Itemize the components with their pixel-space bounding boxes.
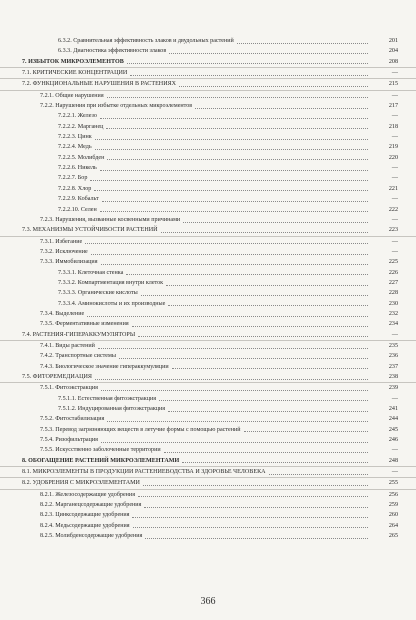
toc-entry-line (22, 225, 370, 235)
toc-entry (0, 46, 416, 56)
toc-entry-title: 7.4. РАСТЕНИЯ-ГИПЕРАККУМУЛЯТОРЫ (22, 331, 136, 338)
toc-entry (0, 205, 416, 215)
toc-entry (0, 111, 416, 121)
dot-leader (126, 274, 368, 275)
toc-entry-line (40, 341, 370, 351)
dot-leader (168, 305, 368, 306)
toc-entry-page: 265 (388, 533, 398, 540)
toc-entry-page: — (391, 113, 398, 120)
toc-entry-title: 8.2.1. Железосодержащие удобрения (40, 491, 135, 498)
toc-entry-page: 244 (388, 416, 398, 423)
toc-entry (0, 91, 416, 101)
toc-entry (0, 36, 416, 46)
toc-entry-page: 223 (388, 227, 398, 234)
toc-entry-line (58, 288, 370, 298)
dot-leader (269, 474, 368, 475)
toc-entry-line (40, 247, 370, 257)
toc-entry (0, 278, 416, 288)
toc-entry (0, 531, 416, 541)
dot-leader (98, 348, 368, 349)
toc-entry-line (40, 500, 370, 510)
toc-entry (0, 57, 416, 68)
toc-entry-title: 8.2.5. Молибденсодержащие удобрения (40, 533, 143, 540)
toc-entry (0, 435, 416, 445)
toc-entry-page: 219 (388, 144, 398, 151)
toc-entry-page: — (391, 70, 398, 77)
toc-entry (0, 132, 416, 142)
toc-entry (0, 414, 416, 424)
toc-entry (0, 383, 416, 393)
toc-entry-page: 255 (388, 480, 398, 487)
toc-entry-line (22, 330, 370, 340)
toc-entry-page: 227 (388, 279, 398, 286)
dot-leader (138, 496, 368, 497)
toc-entry-title: 7.2.2.10. Селен (58, 206, 97, 213)
toc-entry-title: 7.2. ФУНКЦИОНАЛЬНЫЕ НАРУШЕНИЯ В РАСТЕНИЯХ (22, 81, 177, 88)
toc-entry-line (58, 173, 370, 183)
toc-entry-line (58, 111, 370, 121)
toc-entry-title: 7.2.2. Нарушения при избытке отдельных микроэлементов (40, 103, 193, 110)
dot-leader (179, 86, 368, 87)
toc-entry (0, 330, 416, 341)
toc-entry-title: 6.3.2. Сравнительная эффективность злаков и двудольных растений (58, 38, 234, 44)
dot-leader (244, 431, 368, 432)
toc-entry-line (58, 153, 370, 163)
toc-entry-title: 7.4.1. Виды растений (40, 342, 95, 349)
dot-leader (100, 118, 368, 119)
toc-entry-title: 7.5.1. Фитоэкстракция (40, 385, 98, 392)
dot-leader (144, 507, 368, 508)
toc-entry-title: 7.3.3.2. Компартментация внутри клеток (58, 279, 164, 286)
toc-entry-line (40, 237, 370, 247)
toc-entry (0, 247, 416, 257)
toc-entry (0, 404, 416, 414)
toc-entry-page: — (391, 196, 398, 203)
dot-leader (87, 316, 368, 317)
toc-entry-title: 7.3. МЕХАНИЗМЫ УСТОЙЧИВОСТИ РАСТЕНИЙ (22, 227, 158, 234)
toc-entry-title: 7.2.2.3. Цинк (58, 134, 92, 141)
toc-entry-line (40, 531, 370, 541)
toc-entry-line (58, 394, 370, 404)
toc-entry-line (58, 163, 370, 173)
toc-entry-title: 8.2. УДОБРЕНИЯ С МИКРОЭЛЕМЕНТАМИ (22, 480, 140, 487)
dot-leader (107, 97, 368, 98)
toc-entry (0, 500, 416, 510)
toc-entry-line (40, 351, 370, 361)
toc-entry-page: 234 (388, 321, 398, 328)
toc-entry-page: 204 (388, 48, 398, 55)
toc-entry-title: 7.1. КРИТИЧЕСКИЕ КОНЦЕНТРАЦИИ (22, 70, 128, 77)
toc-entry-title: 7.3.3. Иммобилизация (40, 259, 98, 266)
toc-entry-page: 259 (388, 502, 398, 509)
toc-entry-page: — (391, 331, 398, 338)
toc-entry-line (58, 205, 370, 215)
toc-entry-line (40, 383, 370, 393)
toc-entry-title: 7.2.2.2. Марганец (58, 123, 104, 130)
toc-entry-line (58, 142, 370, 152)
dot-leader (127, 63, 368, 64)
dot-leader (159, 400, 368, 401)
toc-entry (0, 319, 416, 329)
toc-entry-line (58, 268, 370, 278)
toc-entry-page: 201 (388, 38, 398, 44)
toc-entry (0, 372, 416, 383)
toc-entry (0, 153, 416, 163)
toc-entry-title: 7. ИЗБЫТОК МИКРОЭЛЕМЕНТОВ (22, 58, 124, 65)
toc-entry-page: 236 (388, 353, 398, 360)
toc-entry-page: 239 (388, 385, 398, 392)
toc-entry-line (58, 194, 370, 204)
toc-entry-line (22, 68, 370, 78)
toc-entry-line (40, 309, 370, 319)
dot-leader (164, 452, 368, 453)
toc-entry-page: — (391, 134, 398, 141)
dot-leader (100, 211, 368, 212)
toc-entry-title: 7.2.2.9. Кобальт (58, 196, 99, 203)
dot-leader (95, 139, 368, 140)
toc-entry-page: 220 (388, 154, 398, 161)
dot-leader (95, 149, 368, 150)
toc-entry-page: 226 (388, 269, 398, 276)
toc-entry-title: 7.5.3. Перевод загрязняющих веществ в летучие формы с помощью растений (40, 426, 241, 433)
toc-entry-page: — (391, 238, 398, 245)
dot-leader (106, 128, 368, 129)
toc-entry (0, 478, 416, 489)
toc-entry-title: 7.2.2.5. Молибден (58, 154, 105, 161)
toc-entry-page: 208 (388, 58, 398, 65)
toc-entry-page: 222 (388, 206, 398, 213)
toc-entry-page: 232 (388, 310, 398, 317)
toc-entry-title: 7.5.1.2. Индуцированная фитоэкстракция (58, 406, 166, 413)
dot-leader (183, 222, 368, 223)
page-number: 366 (200, 596, 216, 607)
toc-entry (0, 341, 416, 351)
toc-entry-title: 7.2.2.8. Хлор (58, 185, 92, 192)
toc-entry-title: 7.3.2. Исключение (40, 248, 88, 255)
dot-leader (91, 254, 368, 255)
toc-entry-title: 8.2.2. Марганецсодержащие удобрения (40, 502, 142, 509)
toc-entry-line (40, 414, 370, 424)
toc-entry (0, 225, 416, 236)
dot-leader (138, 336, 368, 337)
toc-entry (0, 425, 416, 435)
toc-entry-line (22, 372, 370, 382)
toc-entry (0, 122, 416, 132)
toc-entry (0, 68, 416, 79)
toc-entry (0, 490, 416, 500)
toc-entry-title: 7.3.4. Выделение (40, 310, 85, 317)
toc-entry-line (40, 91, 370, 101)
toc-entry-title: 7.5.5. Искусственно заболоченные территории (40, 447, 161, 454)
toc-entry-page: 246 (388, 437, 398, 444)
toc-entry-page: 260 (388, 512, 398, 519)
toc-entry-line (22, 79, 370, 89)
toc-entry-title: 7.3.1. Избегание (40, 238, 83, 245)
toc-entry-title: 6.3.3. Диагностика эффективности злаков (58, 48, 167, 55)
toc-entry-line (40, 445, 370, 455)
toc-entry-line (58, 299, 370, 309)
toc-entry-page: 264 (388, 522, 398, 529)
toc-entry-page: — (391, 248, 398, 255)
toc-entry-page: 245 (388, 426, 398, 433)
toc-entry-page: 237 (388, 363, 398, 370)
toc-entry (0, 163, 416, 173)
dot-leader (172, 368, 368, 369)
toc-entry-line (40, 521, 370, 531)
toc-entry-page: 238 (388, 374, 398, 380)
toc-entry-title: 7.5.2. Фитостабилизация (40, 416, 105, 423)
toc-entry-page: 225 (388, 259, 398, 266)
dot-leader (85, 243, 368, 244)
toc-entry-title: 7.4.3. Биологическое значение гипераккумуляции (40, 363, 169, 370)
toc-entry-line (58, 132, 370, 142)
dot-leader (237, 43, 368, 44)
dot-leader (168, 411, 368, 412)
toc-entry-page: — (391, 216, 398, 223)
toc-entry (0, 215, 416, 225)
toc-entry-title: 7.4.2. Транспортные системы (40, 353, 116, 360)
toc-entry-title: 7.3.3.3. Органические кислоты (58, 290, 138, 297)
toc-entry (0, 299, 416, 309)
dot-leader (95, 379, 368, 380)
toc-entry (0, 351, 416, 361)
dot-leader (141, 295, 368, 296)
toc-entry-line (40, 101, 370, 111)
toc-entry-line (22, 57, 370, 67)
toc-entry-page: 228 (388, 290, 398, 297)
toc-entry-title: 7.2.2.4. Медь (58, 144, 92, 151)
toc-entry (0, 456, 416, 467)
toc-entry-title: 7.3.3.4. Аминокислоты и их производные (58, 300, 166, 307)
toc-entry-title: 7.3.3.1. Клеточная стенка (58, 269, 124, 276)
dot-leader (94, 190, 368, 191)
dot-leader (90, 180, 368, 181)
toc-entry-title: 7.2.2.6. Никель (58, 165, 97, 172)
toc-entry (0, 445, 416, 455)
toc-entry-page: — (391, 447, 398, 454)
toc-entry-line (58, 184, 370, 194)
toc-entry-line (40, 257, 370, 267)
dot-leader (101, 390, 368, 391)
dot-leader (119, 358, 368, 359)
toc-entry-title: 7.5.4. Ризофильтрация (40, 437, 98, 444)
toc-entry-title: 8. ОБОГАЩЕНИЕ РАСТЕНИЙ МИКРОЭЛЕМЕНТАМИ (22, 457, 180, 464)
dot-leader (132, 326, 368, 327)
toc-entry-line (22, 456, 370, 466)
dot-leader (161, 232, 368, 233)
dot-leader (143, 485, 368, 486)
dot-leader (107, 421, 368, 422)
table-of-contents (0, 36, 416, 542)
dot-leader (166, 285, 368, 286)
toc-entry (0, 79, 416, 90)
toc-entry-page: 256 (388, 491, 398, 498)
toc-entry-page: — (391, 165, 398, 172)
toc-entry (0, 309, 416, 319)
toc-entry-title: 7.5. ФИТОРЕМЕДИАЦИЯ (22, 374, 92, 380)
dot-leader (145, 538, 368, 539)
toc-entry-line (58, 278, 370, 288)
toc-entry (0, 510, 416, 520)
toc-entry-title: 7.2.2.1. Железо (58, 113, 97, 120)
toc-entry-page: 221 (388, 185, 398, 192)
toc-entry (0, 467, 416, 478)
toc-entry (0, 237, 416, 247)
dot-leader (132, 517, 368, 518)
dot-leader (182, 462, 368, 463)
toc-entry (0, 142, 416, 152)
toc-entry-page: 235 (388, 342, 398, 349)
toc-entry-line (58, 46, 370, 56)
toc-entry-title: 7.3.5. Ферментативные изменения (40, 321, 129, 328)
toc-entry-line (22, 478, 370, 488)
toc-entry-line (40, 510, 370, 520)
toc-entry-line (58, 404, 370, 414)
toc-entry-title: 7.5.1.1. Естественная фитоэкстракция (58, 395, 157, 402)
toc-entry-page: — (391, 175, 398, 182)
toc-entry-title: 7.2.1. Общие нарушения (40, 92, 104, 99)
toc-entry-page: 241 (388, 406, 398, 413)
toc-entry (0, 101, 416, 111)
toc-entry-line (22, 467, 370, 477)
dot-leader (133, 527, 368, 528)
toc-entry-page: — (391, 92, 398, 99)
dot-leader (169, 53, 368, 54)
toc-entry (0, 288, 416, 298)
toc-entry-line (40, 490, 370, 500)
toc-entry-page: — (391, 469, 398, 476)
toc-entry-page: 248 (388, 457, 398, 464)
toc-entry-page: 230 (388, 300, 398, 307)
dot-leader (107, 159, 368, 160)
toc-entry-title: 8.2.4. Медьсодержащие удобрения (40, 522, 130, 529)
toc-entry-line (40, 215, 370, 225)
toc-entry-page: 217 (388, 103, 398, 110)
toc-entry-line (40, 435, 370, 445)
dot-leader (195, 108, 368, 109)
toc-entry-line (40, 362, 370, 372)
toc-entry-page: 215 (388, 81, 398, 88)
toc-entry (0, 173, 416, 183)
toc-entry (0, 362, 416, 372)
dot-leader (101, 264, 369, 265)
toc-entry (0, 257, 416, 267)
toc-entry-title: 7.2.2.7. Бор (58, 175, 88, 182)
toc-entry (0, 184, 416, 194)
toc-entry-title: 8.2.3. Цинксодержащие удобрения (40, 512, 130, 519)
toc-entry-page: 218 (388, 123, 398, 130)
toc-entry-line (58, 122, 370, 132)
toc-entry-title: 8.1. МИКРОЭЛЕМЕНТЫ В ПРОДУКЦИИ РАСТЕНИЕВОДСТВА И ЗДОРОВЬЕ ЧЕЛОВЕКА (22, 469, 266, 476)
toc-entry-line (40, 319, 370, 329)
dot-leader (130, 75, 368, 76)
toc-entry (0, 394, 416, 404)
toc-entry (0, 268, 416, 278)
toc-entry-title: 7.2.3. Нарушения, вызванные косвенными причинами (40, 216, 181, 223)
toc-entry (0, 521, 416, 531)
dot-leader (100, 170, 368, 171)
toc-entry-page: — (391, 395, 398, 402)
dot-leader (101, 442, 368, 443)
dot-leader (102, 201, 368, 202)
toc-entry (0, 194, 416, 204)
toc-entry-line (40, 425, 370, 435)
toc-entry-line (58, 36, 370, 46)
